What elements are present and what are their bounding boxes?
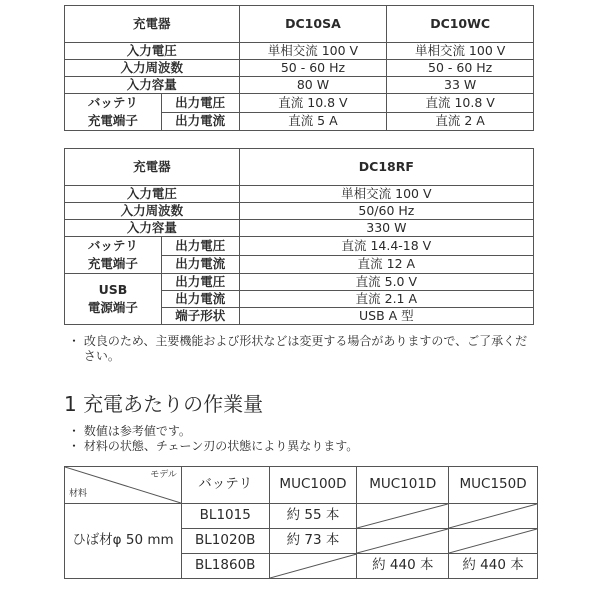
empty-cell bbox=[449, 504, 538, 529]
header-dc18rf: DC18RF bbox=[239, 149, 533, 186]
group-label-line2: 電源端子 bbox=[87, 300, 138, 315]
cell-value: 50 - 60 Hz bbox=[239, 60, 387, 77]
cell-value: 直流 2.1 A bbox=[239, 291, 533, 308]
header-charger: 充電器 bbox=[65, 149, 240, 186]
group-label-battery bbox=[65, 237, 162, 274]
group-label-line2: 充電端子 bbox=[87, 113, 138, 128]
group-label-usb bbox=[65, 274, 162, 325]
cell-value: 直流 5.0 V bbox=[239, 274, 533, 291]
header-muc150d: MUC150D bbox=[449, 467, 538, 504]
cell-value: USB A 型 bbox=[239, 308, 533, 325]
header-dc10wc: DC10WC bbox=[387, 6, 534, 43]
row-label: 出力電圧 bbox=[161, 94, 239, 113]
row-label: 出力電流 bbox=[161, 255, 239, 274]
empty-cell bbox=[269, 554, 357, 579]
header-battery: バッテリ bbox=[181, 467, 269, 504]
row-label: 出力電流 bbox=[161, 112, 239, 131]
work-amount-table bbox=[64, 466, 538, 579]
cell-value: 330 W bbox=[239, 220, 533, 237]
cell-value: 約 440 本 bbox=[449, 554, 538, 579]
cell-value: 50/60 Hz bbox=[239, 203, 533, 220]
cell-value: 単相交流 100 V bbox=[239, 43, 387, 60]
charger-spec-table-dc18rf bbox=[64, 148, 534, 325]
row-label: 出力電圧 bbox=[161, 274, 239, 291]
group-label-battery bbox=[65, 94, 162, 131]
empty-cell bbox=[357, 529, 449, 554]
group-label-line1: バッテリ bbox=[87, 238, 138, 253]
cell-value: 単相交流 100 V bbox=[387, 43, 534, 60]
corner-material-label: 材料 bbox=[69, 489, 88, 499]
cell-value: 直流 10.8 V bbox=[387, 94, 534, 113]
corner-header bbox=[65, 467, 182, 504]
row-label: 入力周波数 bbox=[65, 203, 240, 220]
cell-value: 直流 5 A bbox=[239, 112, 387, 131]
row-label: 出力電流 bbox=[161, 291, 239, 308]
cell-value: 直流 2 A bbox=[387, 112, 534, 131]
section-title: 1 充電あたりの作業量 bbox=[64, 392, 264, 416]
cell-value: 33 W bbox=[387, 77, 534, 94]
header-charger: 充電器 bbox=[65, 6, 240, 43]
header-muc101d: MUC101D bbox=[357, 467, 449, 504]
cell-value: 約 73 本 bbox=[269, 529, 357, 554]
header-dc10sa: DC10SA bbox=[239, 6, 387, 43]
empty-cell bbox=[357, 504, 449, 529]
charger-spec-table-dc10 bbox=[64, 5, 534, 131]
row-label: 入力電圧 bbox=[65, 186, 240, 203]
group-label-line2: 充電端子 bbox=[87, 256, 138, 271]
cell-value: 80 W bbox=[239, 77, 387, 94]
cell-value: 直流 14.4-18 V bbox=[239, 237, 533, 256]
cell-value: 約 55 本 bbox=[269, 504, 357, 529]
row-label: 入力電圧 bbox=[65, 43, 240, 60]
note-line: さい。 bbox=[68, 349, 120, 363]
empty-cell bbox=[449, 529, 538, 554]
note-line: ・ 数値は参考値です。 bbox=[68, 424, 191, 438]
battery-cell: BL1860B bbox=[181, 554, 269, 579]
row-label: 端子形状 bbox=[161, 308, 239, 325]
row-label: 入力周波数 bbox=[65, 60, 240, 77]
note-line: ・ 改良のため、主要機能および形状などは変更する場合がありますので、ご了承くだ bbox=[68, 334, 528, 348]
header-muc100d: MUC100D bbox=[269, 467, 357, 504]
cell-value: 単相交流 100 V bbox=[239, 186, 533, 203]
note-line: ・ 材料の状態、チェーン刃の状態により異なります。 bbox=[68, 439, 359, 453]
corner-model-label: モデル bbox=[150, 470, 177, 480]
material-cell: ひば材φ 50 mm bbox=[65, 504, 182, 579]
row-label: 入力容量 bbox=[65, 77, 240, 94]
row-label: 入力容量 bbox=[65, 220, 240, 237]
row-label: 出力電圧 bbox=[161, 237, 239, 256]
battery-cell: BL1015 bbox=[181, 504, 269, 529]
cell-value: 直流 12 A bbox=[239, 255, 533, 274]
group-label-line1: USB bbox=[98, 282, 128, 297]
group-label-line1: バッテリ bbox=[87, 95, 138, 110]
cell-value: 直流 10.8 V bbox=[239, 94, 387, 113]
cell-value: 50 - 60 Hz bbox=[387, 60, 534, 77]
cell-value: 約 440 本 bbox=[357, 554, 449, 579]
battery-cell: BL1020B bbox=[181, 529, 269, 554]
